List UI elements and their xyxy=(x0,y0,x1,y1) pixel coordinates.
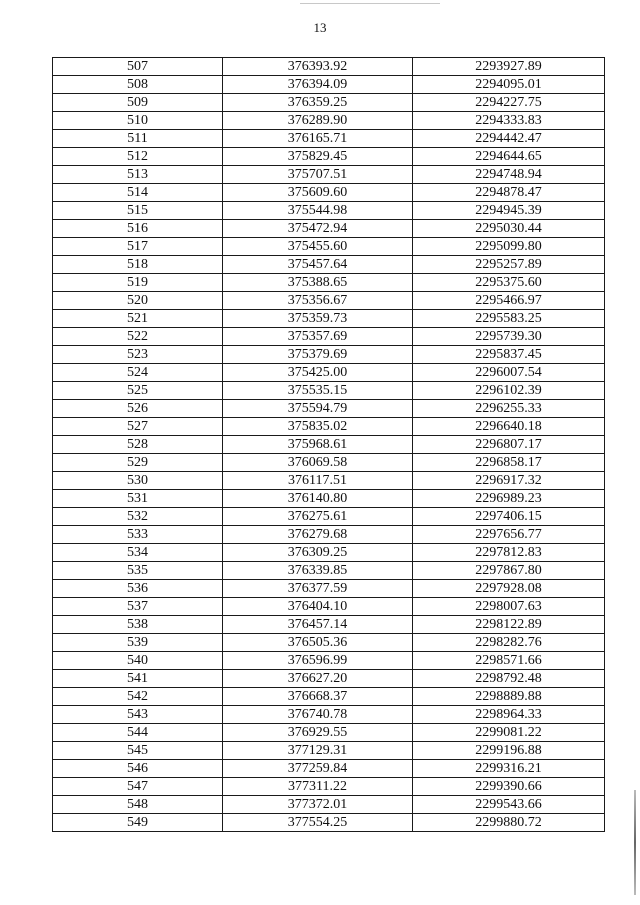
x-coordinate-cell: 376165.71 xyxy=(223,130,413,148)
table-row xyxy=(53,364,605,382)
table-row xyxy=(53,634,605,652)
y-coordinate-cell: 2294442.47 xyxy=(413,130,605,148)
table-row xyxy=(53,706,605,724)
x-coordinate-cell: 376279.68 xyxy=(223,526,413,544)
y-coordinate-cell: 2298282.76 xyxy=(413,634,605,652)
x-coordinate-cell: 377554.25 xyxy=(223,814,413,832)
point-number-cell: 541 xyxy=(53,670,223,688)
y-coordinate-cell: 2295739.30 xyxy=(413,328,605,346)
table-row xyxy=(53,292,605,310)
table-row xyxy=(53,616,605,634)
table-row xyxy=(53,76,605,94)
x-coordinate-cell: 376275.61 xyxy=(223,508,413,526)
y-coordinate-cell: 2294227.75 xyxy=(413,94,605,112)
table-row xyxy=(53,220,605,238)
y-coordinate-cell: 2296640.18 xyxy=(413,418,605,436)
x-coordinate-cell: 375472.94 xyxy=(223,220,413,238)
x-coordinate-cell: 375356.67 xyxy=(223,292,413,310)
point-number-cell: 528 xyxy=(53,436,223,454)
table-row xyxy=(53,202,605,220)
point-number-cell: 510 xyxy=(53,112,223,130)
point-number-cell: 508 xyxy=(53,76,223,94)
y-coordinate-cell: 2297406.15 xyxy=(413,508,605,526)
y-coordinate-cell: 2297812.83 xyxy=(413,544,605,562)
y-coordinate-cell: 2295030.44 xyxy=(413,220,605,238)
table-row xyxy=(53,94,605,112)
x-coordinate-cell: 376668.37 xyxy=(223,688,413,706)
table-row xyxy=(53,544,605,562)
table-row xyxy=(53,796,605,814)
point-number-cell: 539 xyxy=(53,634,223,652)
point-number-cell: 546 xyxy=(53,760,223,778)
x-coordinate-cell: 376339.85 xyxy=(223,562,413,580)
y-coordinate-cell: 2296917.32 xyxy=(413,472,605,490)
x-coordinate-cell: 375968.61 xyxy=(223,436,413,454)
point-number-cell: 524 xyxy=(53,364,223,382)
table-row xyxy=(53,724,605,742)
x-coordinate-cell: 376393.92 xyxy=(223,58,413,76)
x-coordinate-cell: 376117.51 xyxy=(223,472,413,490)
table-row xyxy=(53,598,605,616)
table-row xyxy=(53,256,605,274)
point-number-cell: 549 xyxy=(53,814,223,832)
table-row xyxy=(53,778,605,796)
table-row xyxy=(53,58,605,76)
point-number-cell: 532 xyxy=(53,508,223,526)
table-row xyxy=(53,454,605,472)
table-row xyxy=(53,490,605,508)
x-coordinate-cell: 376140.80 xyxy=(223,490,413,508)
coordinates-table xyxy=(52,57,605,832)
y-coordinate-cell: 2293927.89 xyxy=(413,58,605,76)
point-number-cell: 507 xyxy=(53,58,223,76)
point-number-cell: 515 xyxy=(53,202,223,220)
y-coordinate-cell: 2296255.33 xyxy=(413,400,605,418)
y-coordinate-cell: 2295099.80 xyxy=(413,238,605,256)
point-number-cell: 547 xyxy=(53,778,223,796)
x-coordinate-cell: 375707.51 xyxy=(223,166,413,184)
x-coordinate-cell: 376505.36 xyxy=(223,634,413,652)
table-row xyxy=(53,472,605,490)
point-number-cell: 519 xyxy=(53,274,223,292)
y-coordinate-cell: 2299196.88 xyxy=(413,742,605,760)
x-coordinate-cell: 375594.79 xyxy=(223,400,413,418)
point-number-cell: 513 xyxy=(53,166,223,184)
x-coordinate-cell: 376309.25 xyxy=(223,544,413,562)
x-coordinate-cell: 375379.69 xyxy=(223,346,413,364)
x-coordinate-cell: 375544.98 xyxy=(223,202,413,220)
y-coordinate-cell: 2296807.17 xyxy=(413,436,605,454)
page-number: 13 xyxy=(313,20,327,35)
x-coordinate-cell: 375359.73 xyxy=(223,310,413,328)
table-row xyxy=(53,418,605,436)
table-row xyxy=(53,130,605,148)
point-number-cell: 523 xyxy=(53,346,223,364)
y-coordinate-cell: 2297656.77 xyxy=(413,526,605,544)
table-row xyxy=(53,112,605,130)
y-coordinate-cell: 2298007.63 xyxy=(413,598,605,616)
point-number-cell: 517 xyxy=(53,238,223,256)
point-number-cell: 521 xyxy=(53,310,223,328)
x-coordinate-cell: 377372.01 xyxy=(223,796,413,814)
point-number-cell: 529 xyxy=(53,454,223,472)
table-row xyxy=(53,184,605,202)
point-number-cell: 525 xyxy=(53,382,223,400)
x-coordinate-cell: 376394.09 xyxy=(223,76,413,94)
point-number-cell: 511 xyxy=(53,130,223,148)
y-coordinate-cell: 2299316.21 xyxy=(413,760,605,778)
x-coordinate-cell: 377259.84 xyxy=(223,760,413,778)
x-coordinate-cell: 377311.22 xyxy=(223,778,413,796)
y-coordinate-cell: 2295583.25 xyxy=(413,310,605,328)
point-number-cell: 534 xyxy=(53,544,223,562)
scan-edge-mark xyxy=(634,790,636,895)
point-number-cell: 540 xyxy=(53,652,223,670)
table-row xyxy=(53,760,605,778)
point-number-cell: 533 xyxy=(53,526,223,544)
x-coordinate-cell: 376457.14 xyxy=(223,616,413,634)
y-coordinate-cell: 2296858.17 xyxy=(413,454,605,472)
point-number-cell: 535 xyxy=(53,562,223,580)
x-coordinate-cell: 375829.45 xyxy=(223,148,413,166)
x-coordinate-cell: 376740.78 xyxy=(223,706,413,724)
x-coordinate-cell: 376404.10 xyxy=(223,598,413,616)
point-number-cell: 520 xyxy=(53,292,223,310)
table-row xyxy=(53,742,605,760)
table-row xyxy=(53,526,605,544)
y-coordinate-cell: 2297928.08 xyxy=(413,580,605,598)
y-coordinate-cell: 2298571.66 xyxy=(413,652,605,670)
point-number-cell: 514 xyxy=(53,184,223,202)
point-number-cell: 530 xyxy=(53,472,223,490)
point-number-cell: 543 xyxy=(53,706,223,724)
table-row xyxy=(53,580,605,598)
coordinates-table-body xyxy=(53,58,605,832)
point-number-cell: 509 xyxy=(53,94,223,112)
table-row xyxy=(53,346,605,364)
x-coordinate-cell: 376627.20 xyxy=(223,670,413,688)
y-coordinate-cell: 2298889.88 xyxy=(413,688,605,706)
table-row xyxy=(53,238,605,256)
y-coordinate-cell: 2298792.48 xyxy=(413,670,605,688)
point-number-cell: 545 xyxy=(53,742,223,760)
table-row xyxy=(53,652,605,670)
table-row xyxy=(53,670,605,688)
y-coordinate-cell: 2298964.33 xyxy=(413,706,605,724)
y-coordinate-cell: 2294644.65 xyxy=(413,148,605,166)
y-coordinate-cell: 2295837.45 xyxy=(413,346,605,364)
y-coordinate-cell: 2294333.83 xyxy=(413,112,605,130)
y-coordinate-cell: 2299543.66 xyxy=(413,796,605,814)
x-coordinate-cell: 375455.60 xyxy=(223,238,413,256)
y-coordinate-cell: 2294748.94 xyxy=(413,166,605,184)
table-row xyxy=(53,166,605,184)
y-coordinate-cell: 2296102.39 xyxy=(413,382,605,400)
x-coordinate-cell: 375535.15 xyxy=(223,382,413,400)
point-number-cell: 531 xyxy=(53,490,223,508)
table-row xyxy=(53,400,605,418)
x-coordinate-cell: 376289.90 xyxy=(223,112,413,130)
x-coordinate-cell: 375835.02 xyxy=(223,418,413,436)
y-coordinate-cell: 2297867.80 xyxy=(413,562,605,580)
point-number-cell: 526 xyxy=(53,400,223,418)
point-number-cell: 544 xyxy=(53,724,223,742)
point-number-cell: 527 xyxy=(53,418,223,436)
point-number-cell: 542 xyxy=(53,688,223,706)
table-row xyxy=(53,508,605,526)
point-number-cell: 537 xyxy=(53,598,223,616)
y-coordinate-cell: 2296007.54 xyxy=(413,364,605,382)
y-coordinate-cell: 2294945.39 xyxy=(413,202,605,220)
point-number-cell: 516 xyxy=(53,220,223,238)
y-coordinate-cell: 2295257.89 xyxy=(413,256,605,274)
table-row xyxy=(53,274,605,292)
x-coordinate-cell: 375609.60 xyxy=(223,184,413,202)
y-coordinate-cell: 2299880.72 xyxy=(413,814,605,832)
y-coordinate-cell: 2298122.89 xyxy=(413,616,605,634)
y-coordinate-cell: 2299390.66 xyxy=(413,778,605,796)
x-coordinate-cell: 376596.99 xyxy=(223,652,413,670)
x-coordinate-cell: 375425.00 xyxy=(223,364,413,382)
y-coordinate-cell: 2294878.47 xyxy=(413,184,605,202)
table-row xyxy=(53,814,605,832)
table-row xyxy=(53,382,605,400)
y-coordinate-cell: 2294095.01 xyxy=(413,76,605,94)
table-row xyxy=(53,148,605,166)
point-number-cell: 548 xyxy=(53,796,223,814)
point-number-cell: 536 xyxy=(53,580,223,598)
table-row xyxy=(53,562,605,580)
y-coordinate-cell: 2295466.97 xyxy=(413,292,605,310)
point-number-cell: 512 xyxy=(53,148,223,166)
x-coordinate-cell: 376069.58 xyxy=(223,454,413,472)
y-coordinate-cell: 2299081.22 xyxy=(413,724,605,742)
x-coordinate-cell: 376359.25 xyxy=(223,94,413,112)
x-coordinate-cell: 376929.55 xyxy=(223,724,413,742)
y-coordinate-cell: 2295375.60 xyxy=(413,274,605,292)
table-row xyxy=(53,328,605,346)
point-number-cell: 518 xyxy=(53,256,223,274)
x-coordinate-cell: 375357.69 xyxy=(223,328,413,346)
x-coordinate-cell: 376377.59 xyxy=(223,580,413,598)
x-coordinate-cell: 375457.64 xyxy=(223,256,413,274)
y-coordinate-cell: 2296989.23 xyxy=(413,490,605,508)
x-coordinate-cell: 377129.31 xyxy=(223,742,413,760)
point-number-cell: 522 xyxy=(53,328,223,346)
top-divider-line xyxy=(300,3,440,4)
table-row xyxy=(53,436,605,454)
table-row xyxy=(53,310,605,328)
x-coordinate-cell: 375388.65 xyxy=(223,274,413,292)
point-number-cell: 538 xyxy=(53,616,223,634)
table-row xyxy=(53,688,605,706)
